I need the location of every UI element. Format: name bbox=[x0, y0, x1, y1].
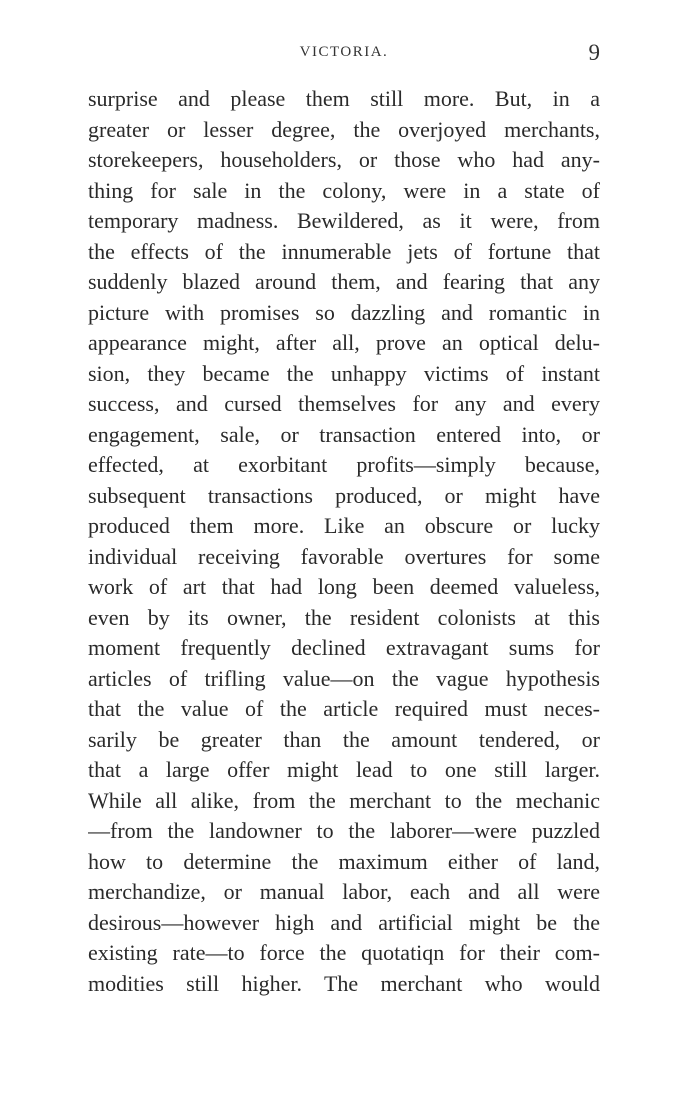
page-number: 9 bbox=[588, 40, 600, 65]
text-line: sion, they became the unhappy victims of instant bbox=[88, 360, 600, 386]
text-line: individual receiving favorable overtures for some bbox=[88, 543, 600, 569]
text-line: modities still higher. The merchant who would bbox=[88, 970, 600, 996]
text-line: that the value of the article required must neces- bbox=[88, 696, 600, 721]
text-line: effected, at exorbitant profits—simply because, bbox=[88, 452, 600, 477]
text-line: merchandize, or manual labor, each and all were bbox=[88, 879, 600, 904]
text-line: moment frequently declined extravagant sums for bbox=[88, 635, 600, 660]
text-line: produced them more. Like an obscure or lucky bbox=[88, 513, 600, 538]
text-line: While all alike, from the merchant to the mechanic bbox=[88, 787, 600, 813]
text-line: even by its owner, the resident colonists at this bbox=[88, 604, 600, 630]
text-line: surprise and please them still more. But, in a bbox=[88, 86, 600, 111]
text-line: sarily be greater than the amount tendered, or bbox=[88, 726, 600, 752]
text-line: storekeepers, householders, or those who had any- bbox=[88, 147, 600, 172]
text-line: the effects of the innumerable jets of fortune that bbox=[88, 238, 600, 264]
text-line: subsequent transactions produced, or might have bbox=[88, 482, 600, 508]
text-line: appearance might, after all, prove an optical delu- bbox=[88, 330, 600, 355]
text-line: —from the landowner to the laborer—were puzzled bbox=[88, 818, 600, 843]
text-line: existing rate—to force the quotatiqn for their com- bbox=[88, 940, 600, 965]
text-line: work of art that had long been deemed valueless, bbox=[88, 574, 600, 599]
text-line: success, and cursed themselves for any and every bbox=[88, 391, 600, 416]
text-line: suddenly blazed around them, and fearing that any bbox=[88, 269, 600, 294]
text-line: articles of trifling value—on the vague hypothesis bbox=[88, 665, 600, 691]
body-text bbox=[88, 84, 600, 999]
text-line: engagement, sale, or transaction entered into, or bbox=[88, 421, 600, 447]
text-line: greater or lesser degree, the overjoyed merchants, bbox=[88, 116, 600, 142]
text-line: temporary madness. Bewildered, as it were, from bbox=[88, 208, 600, 233]
text-line: picture with promises so dazzling and romantic in bbox=[88, 299, 600, 325]
text-line: that a large offer might lead to one still larger. bbox=[88, 757, 600, 782]
text-line: desirous—however high and artificial might be the bbox=[88, 909, 600, 935]
text-line: how to determine the maximum either of land, bbox=[88, 848, 600, 874]
running-title: VICTORIA. bbox=[299, 44, 389, 60]
running-head bbox=[88, 40, 600, 70]
text-line: thing for sale in the colony, were in a state of bbox=[88, 177, 600, 203]
